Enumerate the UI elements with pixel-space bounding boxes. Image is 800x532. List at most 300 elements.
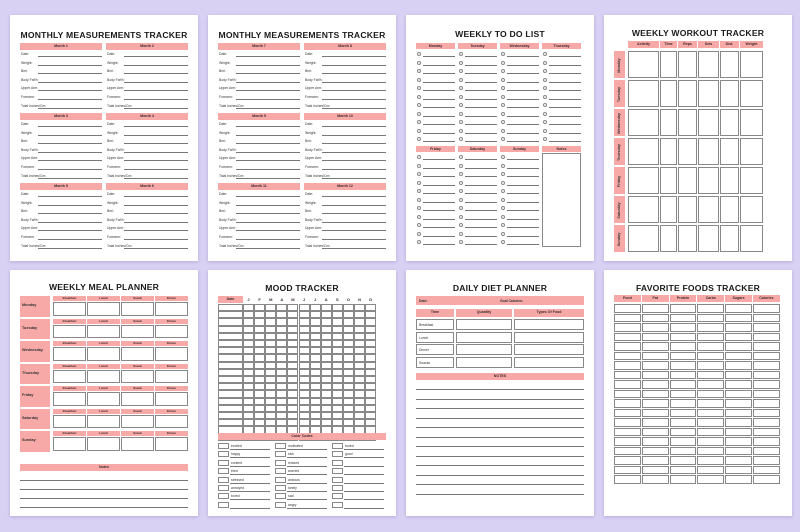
field-line (124, 178, 188, 179)
mood-cell (299, 304, 310, 311)
food-cell (614, 409, 641, 418)
food-cell (753, 418, 780, 427)
field-line (236, 222, 300, 223)
task-line (465, 193, 497, 194)
field-label: Bmi: (107, 209, 114, 214)
task-line (465, 185, 497, 186)
field-line (124, 152, 188, 153)
code-line (230, 499, 270, 500)
code-label: annoyed (231, 486, 245, 490)
task-line (465, 236, 497, 237)
mood-cell (343, 347, 354, 354)
food-cell (725, 380, 752, 389)
field-label: Body Fat%: (21, 217, 39, 222)
meal-cell (155, 325, 188, 339)
food-cell (670, 380, 697, 389)
checkbox (501, 78, 505, 82)
goal-label: Goal Calories: (500, 298, 523, 303)
mood-cell (321, 347, 332, 354)
date-cell (218, 362, 243, 369)
checkbox (417, 164, 421, 168)
mood-cell (321, 362, 332, 369)
mood-cell (276, 362, 287, 369)
field-label: Total Inches/Cm: (305, 103, 331, 108)
field-line (124, 160, 188, 161)
code-line (344, 466, 384, 467)
food-cell (725, 475, 752, 484)
task-line (423, 99, 455, 100)
mood-cell (254, 333, 265, 340)
field-label: Body Fat%: (305, 217, 323, 222)
task-line (507, 185, 539, 186)
field-label: Forearm: (21, 165, 35, 169)
checkbox (501, 198, 505, 202)
meal-cell (87, 392, 120, 406)
column-header: Sets (698, 41, 719, 48)
code-line (287, 474, 327, 475)
checkbox (501, 232, 505, 236)
field-label: Weight: (305, 130, 317, 135)
food-cell (670, 466, 697, 475)
mood-cell (321, 333, 332, 340)
code-line (230, 474, 270, 475)
column-header: Weight (740, 41, 763, 48)
day-label: Monday (617, 57, 621, 73)
page-title: MONTHLY MEASUREMENTS TRACKER (218, 30, 386, 40)
mood-cell (276, 318, 287, 325)
mood-cell (254, 326, 265, 333)
code-label: lonely (288, 486, 297, 490)
code-line (230, 449, 270, 450)
mood-cell (287, 333, 298, 340)
page-title: WEEKLY MEAL PLANNER (48, 282, 160, 292)
field-line (322, 196, 386, 197)
field-line (124, 99, 188, 100)
food-cell (642, 314, 669, 323)
field-line (38, 99, 102, 100)
mood-cell (310, 333, 321, 340)
checkbox (501, 189, 505, 193)
color-swatch (275, 460, 286, 466)
grid-cell (678, 109, 697, 136)
mood-cell (321, 354, 332, 361)
task-line (549, 116, 581, 117)
month-label: O (346, 297, 350, 302)
grid-cell (740, 51, 763, 78)
grid-cell (698, 138, 719, 165)
day-label: Thursday (22, 370, 40, 375)
mood-cell (310, 354, 321, 361)
day-header: Wednesday (500, 43, 539, 49)
food-cell (614, 466, 641, 475)
column-header: Activity (628, 41, 659, 48)
meal-header: Lunch (87, 431, 120, 436)
checkbox (417, 86, 421, 90)
meal-cell (155, 347, 188, 361)
meal-header: Snack (121, 341, 154, 346)
mood-cell (332, 340, 343, 347)
food-cell (670, 456, 697, 465)
meal-header: Breakfast (53, 341, 86, 346)
mood-cell (276, 390, 287, 397)
code-line (344, 457, 384, 458)
field-line (124, 239, 188, 240)
field-label: Weight: (305, 200, 317, 205)
color-swatch (332, 493, 343, 499)
meal-header: Dinner (155, 431, 188, 436)
mood-cell (265, 318, 276, 325)
field-line (322, 65, 386, 66)
mood-cell (287, 326, 298, 333)
field-label: Total Inches/Cm: (21, 243, 47, 248)
task-line (423, 227, 455, 228)
field-label: Forearm: (219, 95, 233, 99)
food-cell (670, 323, 697, 332)
meal-cell (53, 302, 86, 316)
food-cell (697, 380, 724, 389)
field-label: Body Fat%: (21, 77, 39, 82)
code-label: good (345, 452, 353, 457)
quantity-cell (456, 357, 512, 368)
food-cell (670, 399, 697, 408)
mood-cell (265, 369, 276, 376)
field-line (236, 135, 300, 136)
food-cell (642, 390, 669, 399)
field-label: Date: (219, 122, 228, 126)
meal-row-label: Breakfast (419, 323, 434, 327)
food-cell (725, 447, 752, 456)
meal-cell (155, 437, 188, 451)
notes-line (416, 399, 584, 400)
mood-cell (332, 390, 343, 397)
mood-cell (365, 412, 376, 419)
task-line (423, 236, 455, 237)
field-line (322, 248, 386, 249)
food-cell (725, 371, 752, 380)
field-line (236, 205, 300, 206)
mood-cell (321, 318, 332, 325)
task-line (549, 141, 581, 142)
date-cell (218, 326, 243, 333)
mood-cell (354, 340, 365, 347)
field-label: Upper Arm: (305, 86, 323, 91)
mood-cell (287, 304, 298, 311)
mood-cell (299, 326, 310, 333)
checkbox (459, 103, 463, 107)
code-line (287, 466, 327, 467)
checkbox (417, 129, 421, 133)
meal-cell (121, 392, 154, 406)
mood-cell (354, 311, 365, 318)
food-cell (614, 342, 641, 351)
food-cell (725, 314, 752, 323)
month-header: Month 6 (106, 183, 188, 190)
grid-cell (628, 138, 659, 165)
code-label: sad (288, 494, 294, 499)
checkbox (543, 129, 547, 133)
checkbox (543, 103, 547, 107)
field-line (322, 239, 386, 240)
food-type-cell (514, 319, 584, 330)
field-label: Bmi: (305, 209, 312, 214)
field-line (236, 239, 300, 240)
food-cell (753, 333, 780, 342)
mood-cell (287, 369, 298, 376)
notes-line (416, 484, 584, 485)
food-cell (670, 447, 697, 456)
task-line (465, 202, 497, 203)
checkbox (543, 137, 547, 141)
mood-page (208, 270, 396, 516)
mood-cell (365, 419, 376, 426)
grid-cell (660, 51, 677, 78)
meal-header: Snack (121, 409, 154, 414)
food-cell (614, 333, 641, 342)
page-title: WEEKLY WORKOUT TRACKER (631, 28, 765, 38)
meal-cell (53, 325, 86, 339)
mood-cell (310, 398, 321, 405)
food-cell (725, 456, 752, 465)
task-line (465, 244, 497, 245)
page-title: DAILY DIET PLANNER (452, 283, 548, 293)
task-line (507, 202, 539, 203)
checkbox (543, 78, 547, 82)
checkbox (501, 206, 505, 210)
mood-cell (310, 390, 321, 397)
mood-cell (354, 398, 365, 405)
mood-cell (299, 376, 310, 383)
field-label: Date: (21, 52, 30, 56)
mood-cell (354, 419, 365, 426)
field-label: Weight: (21, 130, 33, 135)
mood-cell (354, 405, 365, 412)
checkbox (459, 61, 463, 65)
code-line (287, 491, 327, 492)
mood-cell (287, 383, 298, 390)
meal-cell (87, 302, 120, 316)
mood-cell (287, 318, 298, 325)
food-cell (725, 428, 752, 437)
color-swatch (332, 451, 343, 457)
mood-cell (343, 412, 354, 419)
field-line (124, 73, 188, 74)
field-line (38, 196, 102, 197)
task-line (465, 90, 497, 91)
meal-row-label: Lunch (419, 335, 429, 340)
field-line (322, 169, 386, 170)
food-cell (642, 428, 669, 437)
workout-page (604, 15, 792, 261)
column-header: Calories (753, 295, 780, 302)
code-label: tired (231, 469, 238, 474)
mood-cell (365, 362, 376, 369)
color-swatch (275, 477, 286, 483)
food-cell (697, 304, 724, 313)
field-line (124, 196, 188, 197)
checkbox (417, 69, 421, 73)
day-label: Tuesday (617, 86, 621, 102)
date-cell (218, 376, 243, 383)
checkbox (543, 61, 547, 65)
month-header: Month 7 (218, 43, 300, 50)
mood-cell (321, 419, 332, 426)
food-cell (670, 342, 697, 351)
checkbox (543, 120, 547, 124)
mood-cell (343, 376, 354, 383)
checkbox (459, 240, 463, 244)
month-header: Month 9 (218, 113, 300, 120)
food-cell (697, 342, 724, 351)
grid-cell (628, 80, 659, 107)
date-cell (218, 347, 243, 354)
mood-cell (354, 326, 365, 333)
date-cell (218, 354, 243, 361)
month-header: Month 2 (106, 43, 188, 50)
code-label: excited (231, 444, 242, 448)
color-swatch (275, 451, 286, 457)
task-line (423, 124, 455, 125)
code-line (344, 474, 384, 475)
food-cell (753, 361, 780, 370)
task-line (507, 168, 539, 169)
mood-cell (310, 369, 321, 376)
food-cell (614, 361, 641, 370)
meal-cell (53, 437, 86, 451)
task-line (507, 90, 539, 91)
mood-cell (276, 326, 287, 333)
field-line (38, 239, 102, 240)
month-label: A (324, 297, 328, 302)
mood-cell (310, 383, 321, 390)
task-line (465, 73, 497, 74)
food-cell (753, 456, 780, 465)
mood-cell (365, 354, 376, 361)
mood-cell (276, 419, 287, 426)
month-label: J (314, 297, 317, 302)
color-swatch (275, 443, 286, 449)
task-line (423, 193, 455, 194)
mood-cell (299, 318, 310, 325)
field-line (124, 222, 188, 223)
code-line (287, 449, 327, 450)
codes-header: Color Codes (218, 433, 386, 440)
task-line (465, 116, 497, 117)
field-label: Date: (219, 52, 228, 56)
field-line (124, 56, 188, 57)
checkbox (459, 78, 463, 82)
food-cell (697, 456, 724, 465)
color-swatch (332, 485, 343, 491)
mood-cell (299, 390, 310, 397)
quantity-cell (456, 344, 512, 355)
task-line (549, 56, 581, 57)
field-line (236, 178, 300, 179)
field-line (322, 126, 386, 127)
day-header: Sunday (500, 146, 539, 152)
meal-cell (53, 347, 86, 361)
field-label: Date: (107, 122, 116, 126)
field-line (236, 65, 300, 66)
field-label: Body Fat%: (219, 77, 237, 82)
checkbox (417, 120, 421, 124)
field-line (236, 169, 300, 170)
mood-cell (321, 304, 332, 311)
mood-cell (265, 419, 276, 426)
mood-cell (365, 376, 376, 383)
month-label: M (291, 297, 295, 302)
grid-cell (720, 167, 739, 194)
mood-cell (276, 376, 287, 383)
mood-cell (354, 354, 365, 361)
food-cell (725, 352, 752, 361)
meal-header: Lunch (87, 341, 120, 346)
checkbox (459, 206, 463, 210)
day-label: Thursday (617, 143, 621, 161)
mood-cell (276, 340, 287, 347)
food-cell (753, 352, 780, 361)
grid-cell (740, 138, 763, 165)
food-cell (614, 418, 641, 427)
food-cell (642, 361, 669, 370)
day-label: Friday (617, 175, 621, 187)
food-cell (697, 323, 724, 332)
mood-cell (343, 405, 354, 412)
mood-cell (332, 326, 343, 333)
field-label: Date: (305, 192, 314, 196)
code-line (287, 499, 327, 500)
food-cell (642, 342, 669, 351)
date-cell (218, 398, 243, 405)
mood-cell (365, 383, 376, 390)
meal-cell (87, 415, 120, 429)
color-swatch (218, 443, 229, 449)
field-line (236, 160, 300, 161)
mood-cell (276, 383, 287, 390)
column-header: Dist. (720, 41, 739, 48)
field-label: Upper Arm: (219, 86, 237, 91)
task-line (423, 116, 455, 117)
mood-cell (254, 347, 265, 354)
mood-cell (365, 405, 376, 412)
field-line (236, 152, 300, 153)
food-cell (725, 399, 752, 408)
checkbox (543, 52, 547, 56)
mood-cell (354, 362, 365, 369)
mood-cell (276, 333, 287, 340)
diet-page (406, 270, 594, 516)
food-cell (697, 466, 724, 475)
day-label: Wednesday (22, 348, 44, 353)
mood-cell (276, 354, 287, 361)
task-line (465, 107, 497, 108)
field-line (38, 56, 102, 57)
mood-cell (265, 398, 276, 405)
field-label: Date: (21, 192, 30, 196)
date-cell (218, 333, 243, 340)
mood-cell (287, 362, 298, 369)
mood-cell (265, 376, 276, 383)
field-label: Bmi: (219, 139, 226, 144)
field-label: Forearm: (21, 95, 35, 99)
meal-header: Snack (121, 319, 154, 324)
month-header: Month 5 (20, 183, 102, 190)
field-label: Body Fat%: (107, 217, 125, 222)
field-label: Upper Arm: (305, 156, 323, 161)
field-line (236, 196, 300, 197)
food-cell (753, 399, 780, 408)
food-cell (697, 371, 724, 380)
meal-cell (53, 415, 86, 429)
